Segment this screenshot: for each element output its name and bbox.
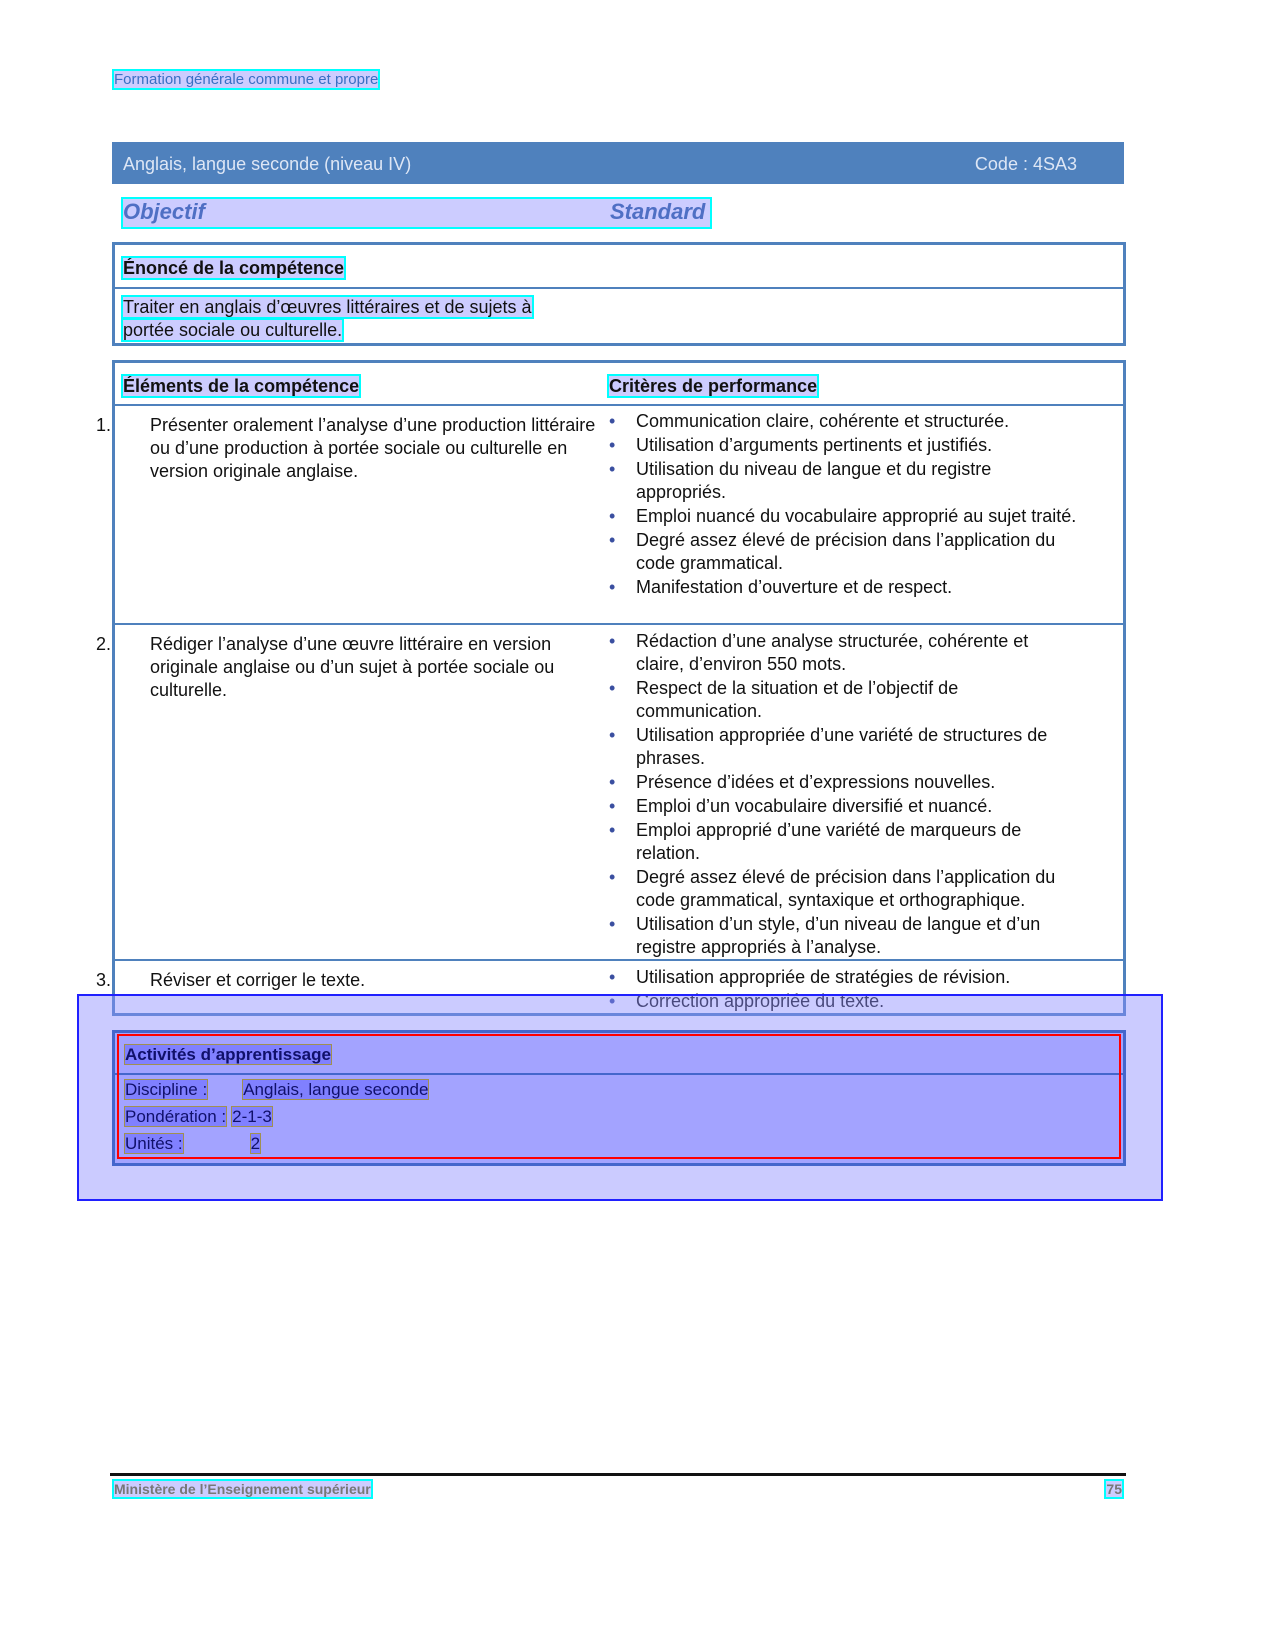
criterion: • Communication claire, cohérente et structurée.	[609, 410, 1079, 433]
criterion: • Utilisation d’arguments pertinents et justifiés.	[609, 434, 1079, 457]
footer-ministry: Ministère de l’Enseignement supérieur	[114, 1481, 371, 1497]
footer-rule	[110, 1473, 1126, 1476]
criterion: • Respect de la situation et de l’objectif de communication.	[609, 677, 1079, 723]
course-title: Anglais, langue seconde (niveau IV)	[123, 154, 412, 174]
criteria-list-2	[609, 630, 1079, 960]
criterion: • Utilisation du niveau de langue et du registre appropriés.	[609, 458, 1079, 504]
competence-statement: Traiter en anglais d’œuvres littéraires et de sujets à portée sociale ou culturelle.	[123, 297, 532, 340]
criterion: • Manifestation d’ouverture et de respect.	[609, 576, 1079, 599]
criterion: • Rédaction d’une analyse structurée, cohérente et claire, d’environ 550 mots.	[609, 630, 1079, 676]
course-banner	[112, 142, 1124, 184]
element-3: 3. Réviser et corriger le texte.	[96, 970, 366, 990]
competence-header: Énoncé de la compétence	[123, 258, 345, 278]
criteria-header: Critères de performance	[609, 376, 818, 396]
ponderation-value: 2-1-3	[232, 1107, 272, 1126]
discipline-value: Anglais, langue seconde	[243, 1080, 429, 1099]
selection-highlight	[117, 1034, 1121, 1159]
competence-table	[112, 242, 1126, 346]
criterion: • Utilisation d’un style, d’un niveau de langue et d’un registre appropriés à l’analyse.	[609, 913, 1079, 959]
criterion: • Utilisation appropriée de stratégies de révision.	[609, 966, 1079, 989]
element-1: 1. Présenter oralement l’analyse d’une production littéraire ou d’une production à portée sociale ou culturelle en version originale anglaise.	[96, 415, 596, 481]
page-number: 75	[1106, 1481, 1122, 1497]
criterion: • Emploi nuancé du vocabulaire approprié au sujet traité.	[609, 505, 1079, 528]
footer	[114, 1481, 1122, 1497]
units-value: 2	[250, 1134, 261, 1153]
criteria-list-1	[609, 410, 1079, 600]
criterion: • Degré assez élevé de précision dans l’application du code grammatical.	[609, 529, 1079, 575]
element-2: 2. Rédiger l’analyse d’une œuvre littéraire en version originale anglaise ou d’un sujet à portée sociale ou culturelle.	[96, 634, 555, 700]
course-code: Code : 4SA3	[974, 154, 1077, 174]
activities-box: Activités d’apprentissage Discipline : Anglais, langue seconde Pondération : 2-1-3 Unités : 2	[112, 1030, 1126, 1166]
criterion: • Présence d’idées et d’expressions nouvelles.	[609, 771, 1079, 794]
criterion: • Emploi d’un vocabulaire diversifié et nuancé.	[609, 795, 1079, 818]
elements-header: Éléments de la compétence	[123, 376, 360, 396]
criterion: • Correction appropriée du texte.	[609, 990, 1079, 1013]
standard-label: Standard	[610, 199, 706, 224]
running-header: Formation générale commune et propre	[114, 71, 379, 88]
criterion: • Utilisation appropriée d’une variété de structures de phrases.	[609, 724, 1079, 770]
criterion: • Degré assez élevé de précision dans l’application du code grammatical, syntaxique et orthographique.	[609, 866, 1079, 912]
objective-standard-row	[123, 199, 710, 227]
criterion: • Emploi approprié d’une variété de marqueurs de relation.	[609, 819, 1079, 865]
elements-table	[96, 360, 1126, 1016]
activities-header: Activités d’apprentissage	[125, 1045, 331, 1064]
objective-label: Objectif	[123, 199, 205, 224]
